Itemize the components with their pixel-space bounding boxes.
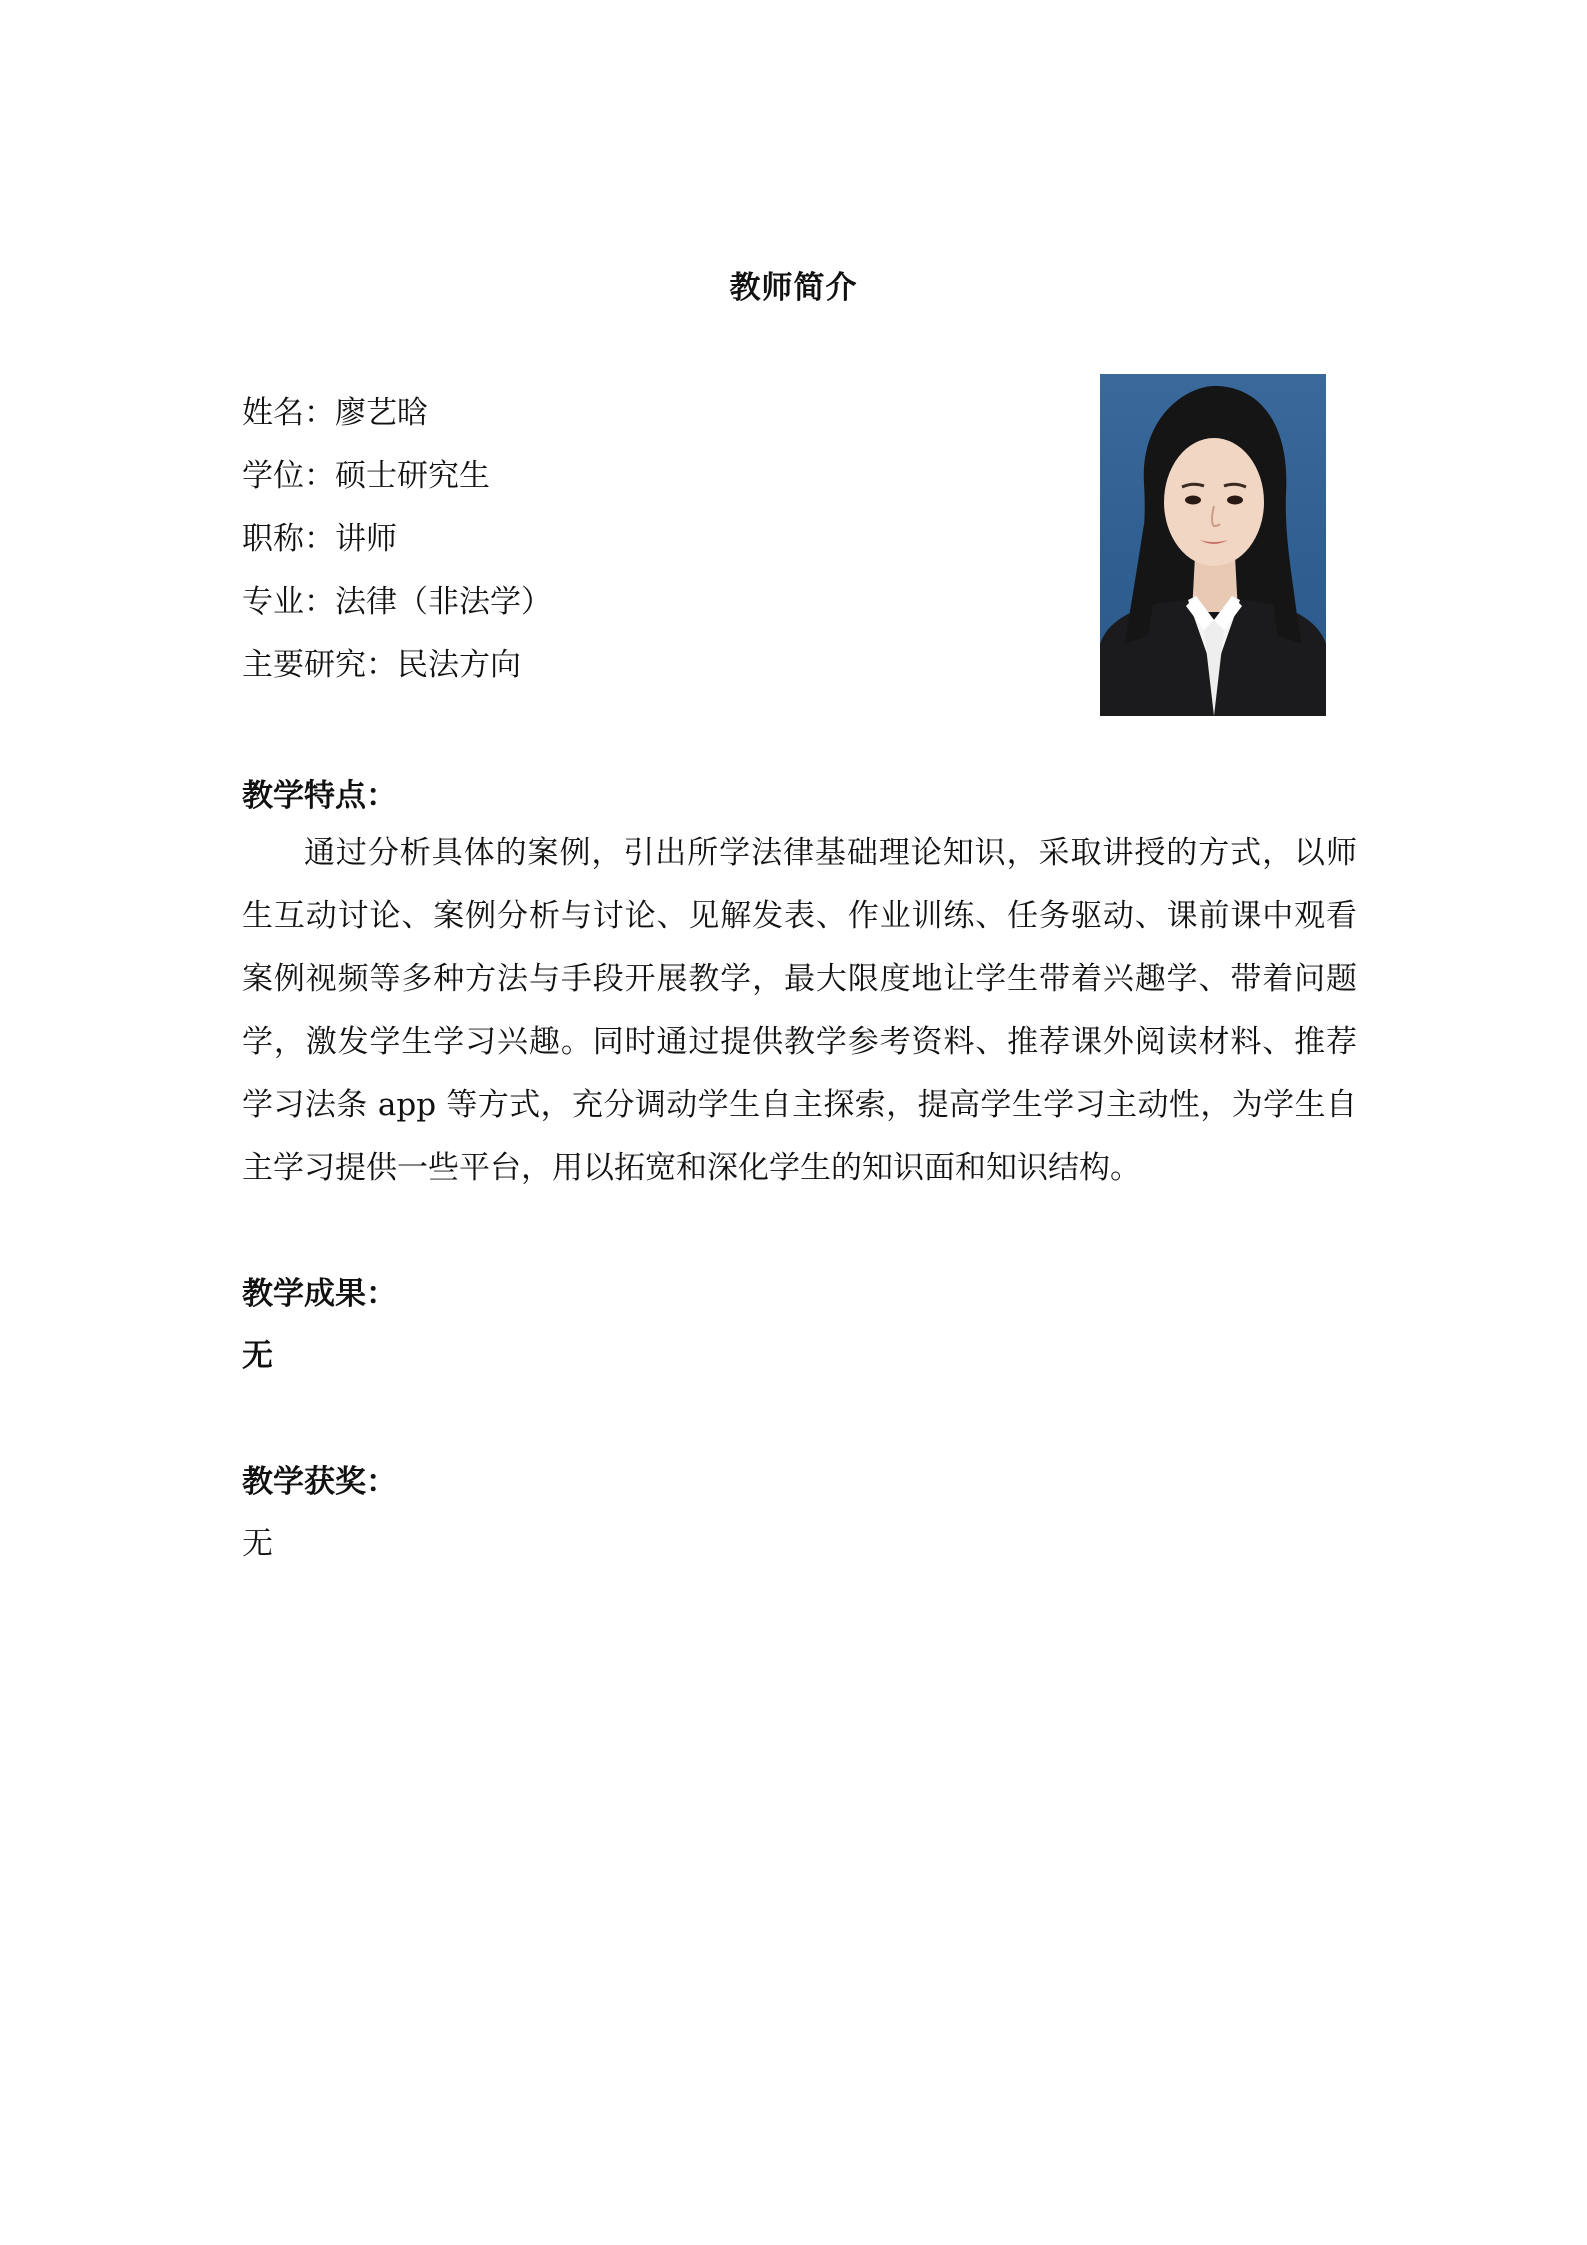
portrait-illustration: [1100, 374, 1326, 716]
teaching-features-heading: 教学特点：: [242, 778, 397, 814]
teaching-results-value: 无: [242, 1338, 273, 1374]
teaching-features-paragraph: 通过分析具体的案例，引出所学法律基础理论知识，采取讲授的方式，以师生互动讨论、案例分析与讨论、见解发表、作业训练、任务驱动、课前课中观看案例视频等多种方法与手段开展教学，最大限度地让学生带着兴趣学、带着问题学，激发学生学习兴趣。同时通过提供教学参考资料、推荐课外阅读材料、推荐学习法条 app 等方式，充分调动学生自主探索，提高学生学习主动性，为学生自主学习提供一些平台，用以拓宽和深化学生的知识面和知识结构。: [242, 835, 1357, 1186]
teaching-results-heading: 教学成果：: [242, 1276, 397, 1312]
research-line: 主要研究：民法方向: [242, 647, 521, 683]
teaching-awards-value: 无: [242, 1526, 273, 1562]
profile-info: [242, 388, 552, 703]
major-line: 专业：法律（非法学）: [242, 584, 552, 620]
portrait-photo: [1100, 374, 1326, 716]
page-title: 教师简介: [729, 270, 858, 306]
rank-line: 职称：讲师: [242, 521, 397, 557]
name-line: 姓名：廖艺晗: [242, 395, 428, 431]
degree-line: 学位：硕士研究生: [242, 458, 490, 494]
teaching-awards-heading: 教学获奖：: [242, 1464, 397, 1500]
